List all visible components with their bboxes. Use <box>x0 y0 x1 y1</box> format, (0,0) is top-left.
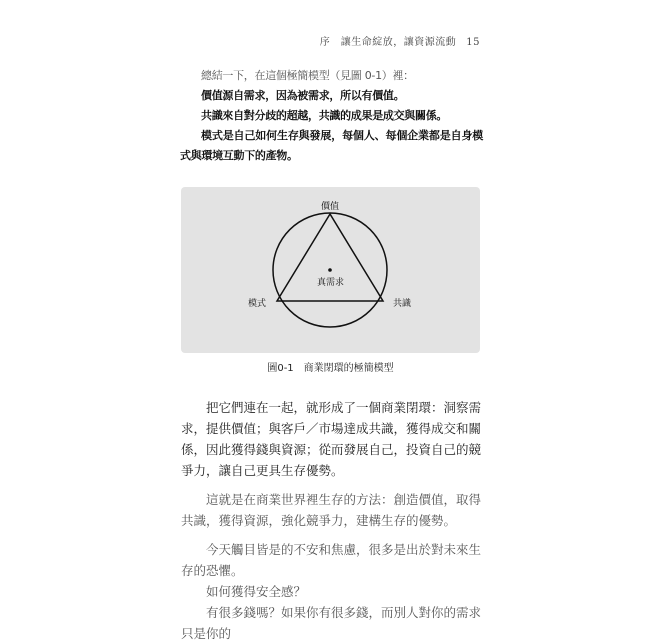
label-value: 價值 <box>321 202 340 212</box>
paragraph: 模式是自己如何生存與發展，每個人、每個企業都是自身模式與環境互動下的產物。 <box>180 129 483 162</box>
intro-section <box>180 66 483 166</box>
figure-business-loop <box>181 187 480 353</box>
paragraph: 這就是在商業世界裡生存的方法：創造價值，取得共識，獲得資源，強化競爭力，建構生存的優勢。 <box>181 492 482 528</box>
paragraph: 把它們連在一起，就形成了一個商業閉環：洞察需求，提供價值；與客戶／市場達成共識，獲得成交和關係，因此獲得錢與資源；從而發展自己，投資自己的競爭力，讓自己更具生存優勢。 <box>181 400 482 478</box>
running-header <box>320 33 480 48</box>
paragraph: 價值源自需求，因為被需求，所以有價值。 <box>201 89 405 102</box>
paragraph: 如何獲得安全感？ <box>206 584 307 599</box>
chapter-title: 序 讓生命綻放，讓資源流動 <box>319 37 457 48</box>
paragraph: 共識來自對分歧的超越，共識的成果是成交與關係。 <box>201 109 448 122</box>
paragraph: 有很多錢嗎？如果你有很多錢，而別人對你的需求只是你的 <box>181 605 482 641</box>
paragraph: 今天觸目皆是的不安和焦慮，很多是出於對未來生存的恐懼。 <box>181 542 482 578</box>
page-number: 15 <box>466 37 480 48</box>
center-dot <box>328 268 332 272</box>
paragraph: 總結一下，在這個極簡模型（見圖 0-1）裡： <box>201 69 414 82</box>
label-consensus: 共識 <box>393 299 412 309</box>
label-model: 模式 <box>248 299 267 309</box>
figure-caption: 圖0-1 商業閉環的極簡模型 <box>267 363 394 374</box>
label-true-need: 真需求 <box>317 278 345 288</box>
body-section <box>181 397 481 644</box>
